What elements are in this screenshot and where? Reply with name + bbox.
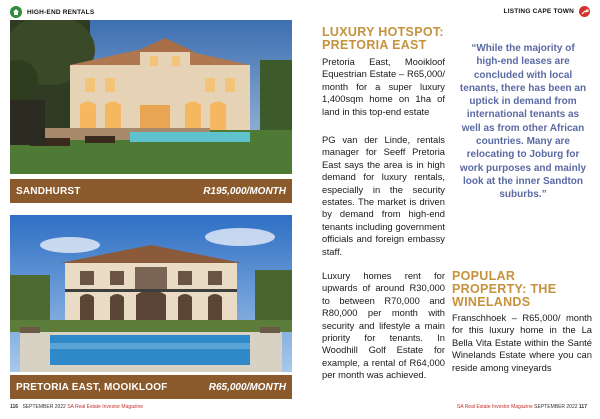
pull-quote: “While the majority of high-end leases are concluded with local tenants, there has been an uptick in demand from international tenants as well as from other African countries. Many are relocating to Joburg for work purposes and mainly look at the inner Sandton suburbs.” [459, 43, 587, 201]
section-header-left [10, 6, 94, 18]
page-number: 117 [578, 404, 587, 410]
article-heading-winelands: POPULAR PROPERTY: THE WINELANDS [452, 269, 557, 309]
photo-price: R65,000/MONTH [208, 381, 286, 393]
sandhurst-villa-photo [10, 20, 292, 174]
section-label-right: LISTING CAPE TOWN [503, 8, 574, 15]
section-label: HIGH-END RENTALS [27, 8, 95, 16]
page-number: 116 [10, 404, 19, 410]
arrow-badge-icon [579, 6, 590, 17]
footer-magazine: SA Real Estate Investor Magazine [456, 404, 533, 410]
house-badge-icon [10, 6, 22, 18]
article-paragraph: Luxury homes rent for upwards of around R30,000 to between R70,000 and R80,000 per month with security and lifestyle a main priority for tenants. In Woodhill Golf Estate for example, a rental of R64,000 per month was achieved. [322, 270, 445, 381]
article-heading-pretoria: LUXURY HOTSPOT: PRETORIA EAST [322, 25, 444, 52]
sandhurst-caption [10, 179, 292, 203]
footer-date: SEPTEMBER 2022 [22, 404, 66, 410]
mooikloof-mansion-photo [10, 215, 292, 372]
article-paragraph: Pretoria East, Mooikloof Equestrian Estate – R65,000/ month for a super luxury 1,400sqm home on 1ha of land in this top-end estate [322, 56, 445, 117]
photo-location: SANDHURST [16, 185, 81, 197]
article-paragraph: PG van der Linde, rentals manager for Seeff Pretoria East says the area is in high demand for luxury rentals, especially in the security estates. The market is driven by demand from high-end tenants including government officials and foreign embassy staff. [322, 134, 445, 257]
photo-location: PRETORIA EAST, MOOIKLOOF [16, 381, 168, 393]
mooikloof-caption [10, 375, 292, 399]
photo-price: R195,000/MONTH [203, 185, 286, 197]
footer-right [457, 404, 590, 410]
section-header-right [504, 6, 590, 17]
footer-left [10, 404, 143, 410]
article-paragraph: Franschhoek – R65,000/ month for this luxury home in the La Bella Vita Estate within the Santé Winelands Estate where you can reside among vineyards [452, 312, 592, 373]
footer-magazine: SA Real Estate Investor Magazine [67, 404, 144, 410]
footer-date: SEPTEMBER 2022 [534, 404, 578, 410]
